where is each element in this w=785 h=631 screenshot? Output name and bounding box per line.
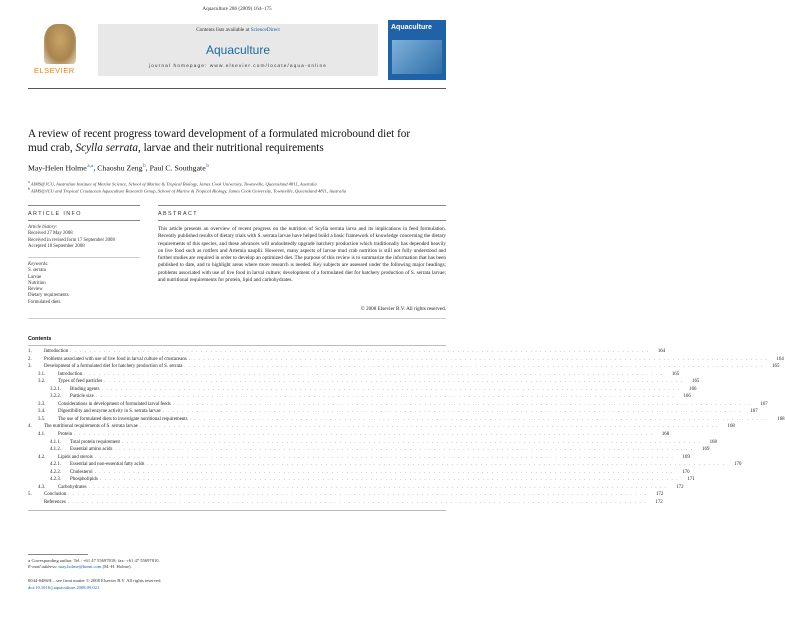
affiliation [28,180,448,187]
toc-page-number: 171 [687,477,695,483]
toc-leader-dots: . . . . . . . . . . . . . . . . . . . . . . . . . . . . . . . . . . . . . . . . . . . . . . . . . . . . . . . . . . . . . . . . . . . . . . . . . . . . . . . . . . . . . . . . . . . . . . . . . . . . . . . . . . . . . . . . . . . . . . . . [101,386,681,392]
history-label: Article history: [28,225,58,230]
toc-number: 3.5. [38,416,46,422]
keyword-item: Review [28,287,43,293]
toc-title[interactable]: Phospholipids [70,477,98,483]
affiliation-text: AIMS@JCU and Tropical Crustacean Aquaculture Research Group, School of Marine & Tropical Biology, James Cook University, Townsville, Queensland 4811, Australia [30,188,347,194]
article-info-rule [28,205,140,206]
toc-title[interactable]: Particle size [70,394,94,400]
abstract-heading: ABSTRACT [158,211,198,217]
journal-name: Aquaculture [205,43,271,57]
toc-entry[interactable] [28,461,742,469]
author-list: May-Helen Holme $^{a,⁎}$, Chaoshu Zeng $^b$, Paul C. Southgate $^b$ [28,163,209,173]
toc-page-number: 166 [683,394,691,400]
abstract-bottom-rule [28,318,446,319]
toc-title[interactable]: Introduction [58,371,83,377]
keywords [28,262,140,306]
toc-entry[interactable] [28,363,780,371]
toc-page-number: 167 [750,409,758,415]
author-name[interactable]: May-Helen Holme [28,163,87,173]
toc-entry[interactable] [28,393,691,401]
article-title [28,128,448,155]
issn-line: 0044-8486/$ – see front matter © 2008 Elsevier B.V. All rights reserved. [28,578,162,583]
toc-entry[interactable] [28,348,666,356]
toc-number: 4.1. [38,432,46,438]
toc-number: 4.2.2. [50,469,62,475]
keywords-label: Keywords: [28,262,49,267]
toc-title[interactable]: Conclusion [44,492,67,498]
toc-page-number: 167 [760,401,768,407]
toc-entry[interactable] [28,423,735,431]
toc-title[interactable]: Protein [58,432,73,438]
author-sup[interactable]: b [206,164,209,169]
toc-leader-dots: . . . . . . . . . . . . . . . . . . . . . . . . . . . . . . . . . . . . . . . . . . . . . . . . . . . . . . . . . . . . . . . . . . . . . . . . . . . . . . . . . . . . . . . . . . . . . . . . . . . . . . . . . . . . . . . . . . . . . . . . [162,409,742,415]
elsevier-tree-icon [44,24,76,64]
toc-title[interactable]: Considerations in development of formulated larval feeds [58,401,171,407]
journal-masthead [98,24,378,76]
publisher-wordmark: ELSEVIER [34,66,75,75]
toc-page-number: 165 [692,379,700,385]
elsevier-logo[interactable] [28,20,92,80]
toc-page-number: 164 [657,349,666,354]
abstract-copyright: © 2008 Elsevier B.V. All rights reserved. [360,306,446,312]
affiliation-sup: a [28,180,30,184]
doi-line [28,585,446,591]
title-part2-pre: mud crab, [28,141,76,154]
toc-page-number: 168 [777,416,785,422]
cover-title: Aquaculture [391,24,432,31]
toc-number: 3.1. [38,371,46,377]
toc-title[interactable]: Digestibility and enzyme activity in S. serrata larvae [58,409,161,415]
toc-leader-dots: . . . . . . . . . . . . . . . . . . . . . . . . . . . . . . . . . . . . . . . . . . . . . . . . . . . . . . . . . . . . . . . . . . . . . . . . . . . . . . . . . . . . . . . . . . . . . . . . . . . . . . . . . . . . . . . . . . . . . . . . [68,492,648,498]
toc-leader-dots: . . . . . . . . . . . . . . . . . . . . . . . . . . . . . . . . . . . . . . . . . . . . . . . . . . . . . . . . . . . . . . . . . . . . . . . . . . . . . . . . . . . . . . . . . . . . . . . . . . . . . . . . . . . . . . . . . . . . . . . . [172,401,752,407]
toc-leader-dots: . . . . . . . . . . . . . . . . . . . . . . . . . . . . . . . . . . . . . . . . . . . . . . . . . . . . . . . . . . . . . . . . . . . . . . . . . . . . . . . . . . . . . . . . . . . . . . . . . . . . . . . . . . . . . . . . . . . . . . . . [121,439,701,445]
corresponding-author-note [28,558,446,570]
email-link[interactable]: may.holme@hnmi.com [58,564,102,570]
toc-page-number: 170 [734,462,742,468]
contents-rule [28,345,446,346]
toc-leader-dots: . . . . . . . . . . . . . . . . . . . . . . . . . . . . . . . . . . . . . . . . . . . . . . . . . . . . . . . . . . . . . . . . . . . . . . . . . . . . . . . . . . . . . . . . . . . . . . . . . . . . . . . . . . . . . . . . . . . . . . . . [139,424,719,430]
toc-title[interactable]: Essential and non-essential fatty acids [70,462,145,468]
toc-number: 4. [28,424,32,430]
toc-page-number: 166 [689,386,697,392]
toc-page-number: 165 [772,364,780,370]
toc-title[interactable]: Problems associated with use of live food in larval culture of crustaceans [44,356,187,362]
email-prefix: E-mail address: [28,564,59,570]
author-name[interactable]: Chaoshu Zeng [97,163,143,173]
toc-page-number: 170 [682,469,690,475]
toc-number: 1. [28,349,32,354]
keyword-item: S. serrata [28,268,46,274]
toc-entry[interactable] [28,491,664,499]
toc-page-number: 169 [682,454,690,460]
email-line [28,564,446,570]
history-item: Received 27 May 2008 [28,231,73,237]
toc-entry[interactable] [28,476,695,484]
toc-entry[interactable] [28,469,690,477]
toc-page-number: 164 [776,356,784,362]
toc-entry[interactable] [28,416,785,424]
toc-entry[interactable] [28,431,670,439]
table-of-contents [28,348,785,506]
toc-leader-dots: . . . . . . . . . . . . . . . . . . . . . . . . . . . . . . . . . . . . . . . . . . . . . . . . . . . . . . . . . . . . . . . . . . . . . . . . . . . . . . . . . . . . . . . . . . . . . . . . . . . . . . . . . . . . . . . . . . . . . . . . [84,371,664,377]
toc-number: 3.2.2. [50,394,62,400]
keyword-item: Dietary requirements [28,293,69,299]
toc-title[interactable]: Development of a formulated diet for hatchery production of S. serrata [44,364,183,370]
toc-number: 4.2. [38,454,46,460]
toc-page-number: 172 [655,492,664,498]
journal-cover-thumbnail[interactable] [388,20,446,80]
info-divider [28,257,140,258]
history-item: Received in revised form 17 September 2008 [28,237,115,243]
toc-title[interactable]: Introduction [44,349,69,354]
toc-number: 3.2. [38,379,46,385]
toc-page-number: 172 [655,499,663,505]
toc-page-number: 168 [727,424,735,430]
toc-leader-dots: . . . . . . . . . . . . . . . . . . . . . . . . . . . . . . . . . . . . . . . . . . . . . . . . . . . . . . . . . . . . . . . . . . . . . . . . . . . . . . . . . . . . . . . . . . . . . . . . . . . . . . . . . . . . . . . . . . . . . . . . [146,462,726,468]
title-species: Scylla serrata [75,141,138,154]
author-sup[interactable]: a,⁎ [87,164,94,169]
toc-number: 3.4. [38,409,46,415]
toc-entry[interactable] [28,401,768,409]
toc-entry[interactable] [28,499,663,507]
toc-number: 4.2.3. [50,477,62,483]
toc-leader-dots: . . . . . . . . . . . . . . . . . . . . . . . . . . . . . . . . . . . . . . . . . . . . . . . . . . . . . . . . . . . . . . . . . . . . . . . . . . . . . . . . . . . . . . . . . . . . . . . . . . . . . . . . . . . . . . . . . . . . . . . . [95,394,675,400]
contents-prefix: Contents lists available at [196,27,251,33]
contents-heading: Contents [28,336,52,342]
journal-citation: Aquaculture 286 (2009) 164–175 [202,6,272,12]
toc-page-number: 168 [709,439,717,445]
author-name[interactable]: Paul C. Southgate [149,163,206,173]
toc-entry[interactable] [28,356,784,364]
toc-leader-dots: . . . . . . . . . . . . . . . . . . . . . . . . . . . . . . . . . . . . . . . . . . . . . . . . . . . . . . . . . . . . . . . . . . . . . . . . . . . . . . . . . . . . . . . . . . . . . . . . . . . . . . . . . . . . . . . . . . . . . . . . [94,454,674,460]
abstract-rule [158,205,446,206]
toc-leader-dots: . . . . . . . . . . . . . . . . . . . . . . . . . . . . . . . . . . . . . . . . . . . . . . . . . . . . . . . . . . . . . . . . . . . . . . . . . . . . . . . . . . . . . . . . . . . . . . . . . . . . . . . . . . . . . . . . . . . . . . . . [189,416,769,422]
toc-leader-dots: . . . . . . . . . . . . . . . . . . . . . . . . . . . . . . . . . . . . . . . . . . . . . . . . . . . . . . . . . . . . . . . . . . . . . . . . . . . . . . . . . . . . . . . . . . . . . . . . . . . . . . . . . . . . . . . . . . . . . . . . [88,484,668,490]
doi-link[interactable]: doi:10.1016/j.aquaculture.2008.09.021 [28,585,100,590]
toc-entry[interactable] [28,484,684,492]
toc-leader-dots: . . . . . . . . . . . . . . . . . . . . . . . . . . . . . . . . . . . . . . . . . . . . . . . . . . . . . . . . . . . . . . . . . . . . . . . . . . . . . . . . . . . . . . . . . . . . . . . . . . . . . . . . . . . . . . . . . . . . . . . . [184,364,764,370]
affiliation-sup: b [28,187,30,191]
article-info-rule-2 [28,220,140,221]
toc-page-number: 172 [676,484,684,490]
toc-page-number: 168 [661,432,670,438]
toc-number: 4.3. [38,484,46,490]
abstract-rule-2 [158,220,446,221]
toc-number: 3. [28,364,32,370]
toc-page-number: 169 [702,447,710,453]
toc-title[interactable]: Cholesterol [70,469,93,475]
toc-number [28,499,44,507]
sciencedirect-link[interactable]: ScienceDirect [250,27,280,33]
toc-leader-dots: . . . . . . . . . . . . . . . . . . . . . . . . . . . . . . . . . . . . . . . . . . . . . . . . . . . . . . . . . . . . . . . . . . . . . . . . . . . . . . . . . . . . . . . . . . . . . . . . . . . . . . . . . . . . . . . . . . . . . . . . [104,379,684,385]
toc-title[interactable]: Binding agents [70,386,100,392]
toc-entry[interactable] [28,446,710,454]
toc-number: 4.2.1. [50,462,62,468]
journal-header [28,20,446,80]
cover-image [392,40,442,74]
toc-number: 4.1.1. [50,439,62,445]
keyword-item: Larvae [28,274,42,280]
toc-number: 2. [28,356,32,362]
footnote-rule [28,554,88,555]
toc-leader-dots: . . . . . . . . . . . . . . . . . . . . . . . . . . . . . . . . . . . . . . . . . . . . . . . . . . . . . . . . . . . . . . . . . . . . . . . . . . . . . . . . . . . . . . . . . . . . . . . . . . . . . . . . . . . . . . . . . . . . . . . . [70,349,650,354]
toc-title[interactable]: The nutritional requirements of S. serrata larvae [44,424,138,430]
article-info-heading: ARTICLE INFO [28,211,82,217]
toc-title[interactable]: Essential amino acids [70,447,113,453]
affiliation [28,187,448,194]
contents-bottom-rule [28,510,446,511]
contents-available-line [98,27,378,33]
toc-entry[interactable] [28,408,758,416]
toc-entry[interactable] [28,386,697,394]
toc-title[interactable]: Lipids and sterols [58,454,93,460]
toc-number: 3.3. [38,401,46,407]
history-item: Accepted 18 September 2008 [28,243,85,249]
corresponding-line: ⁎ Corresponding author. Tel.: +61 47 55697818; fax: +61 47 55697810. [28,558,160,563]
keyword-item: Formulated diets [28,299,61,305]
toc-leader-dots: . . . . . . . . . . . . . . . . . . . . . . . . . . . . . . . . . . . . . . . . . . . . . . . . . . . . . . . . . . . . . . . . . . . . . . . . . . . . . . . . . . . . . . . . . . . . . . . . . . . . . . . . . . . . . . . . . . . . . . . . [188,356,768,362]
toc-number: 3.2.1. [50,386,62,392]
header-divider [28,88,446,89]
toc-page-number: 165 [671,371,680,377]
title-part1: A review of recent progress toward development of a formulated microbound diet for [28,128,411,140]
author-sup[interactable]: b [143,164,146,169]
toc-leader-dots: . . . . . . . . . . . . . . . . . . . . . . . . . . . . . . . . . . . . . . . . . . . . . . . . . . . . . . . . . . . . . . . . . . . . . . . . . . . . . . . . . . . . . . . . . . . . . . . . . . . . . . . . . . . . . . . . . . . . . . . . [99,477,679,483]
affiliation-text: AIMS@JCU, Australian Institute of Marine Science, School of Marine & Tropical Biology, James Cook University, Townsville, Queensland 4811, Australia [30,181,317,187]
title-part2-post: , larvae and their nutritional requirements [138,141,324,154]
toc-entry[interactable] [28,371,680,379]
abstract-text: This article presents an overview of recent progress on the nutrition of Scylla serrata larva and its implications in feed formulation. Recently published results of dietary trials with S. serrata larvae have helped build a basic framework of knowledge concerning the dietary requirements of this species, and these advances will undoubtedly upgrade hatchery production which traditionally has depended heavily on live food such as rotifers and Artemia nauplii. However, many aspects of larvae mud crab nutrition is still not fully understood and further studies are required in order to develop an optimized diet. The purpose of this review is to summarize the information that has been published to date, and to highlight areas where more research is needed. Key subjects are assessed under the following major headings; problems associated with use of live food in larval culture; development of a formulated diet for hatchery production of S. serrata larvae; and nutritional requirements for protein, lipid and carbohydrates. [158,226,447,283]
toc-leader-dots: . . . . . . . . . . . . . . . . . . . . . . . . . . . . . . . . . . . . . . . . . . . . . . . . . . . . . . . . . . . . . . . . . . . . . . . . . . . . . . . . . . . . . . . . . . . . . . . . . . . . . . . . . . . . . . . . . . . . . . . . [114,447,694,453]
toc-entry[interactable] [28,439,717,447]
toc-title[interactable]: Types of feed particles [58,379,103,385]
journal-homepage[interactable]: journal homepage: www.elsevier.com/locate/aqua-online [148,64,328,69]
toc-title[interactable]: The use of formulated diets to investigate nutritional requirements [58,416,188,422]
toc-leader-dots: . . . . . . . . . . . . . . . . . . . . . . . . . . . . . . . . . . . . . . . . . . . . . . . . . . . . . . . . . . . . . . . . . . . . . . . . . . . . . . . . . . . . . . . . . . . . . . . . . . . . . . . . . . . . . . . . . . . . . . . . [67,499,647,505]
toc-title[interactable]: Carbohydrates [58,484,87,490]
toc-leader-dots: . . . . . . . . . . . . . . . . . . . . . . . . . . . . . . . . . . . . . . . . . . . . . . . . . . . . . . . . . . . . . . . . . . . . . . . . . . . . . . . . . . . . . . . . . . . . . . . . . . . . . . . . . . . . . . . . . . . . . . . . [94,469,674,475]
article-history [28,225,140,250]
toc-entry[interactable] [28,378,700,386]
toc-number: 5. [28,492,32,498]
toc-title[interactable]: References [44,499,66,505]
toc-leader-dots: . . . . . . . . . . . . . . . . . . . . . . . . . . . . . . . . . . . . . . . . . . . . . . . . . . . . . . . . . . . . . . . . . . . . . . . . . . . . . . . . . . . . . . . . . . . . . . . . . . . . . . . . . . . . . . . . . . . . . . . . [74,432,654,438]
email-suffix: (M.-H. Holme). [101,564,132,570]
toc-title[interactable]: Total protein requirement [70,439,120,445]
toc-number: 4.1.2. [50,447,62,453]
toc-entry[interactable] [28,454,690,462]
keyword-item: Nutrition [28,280,46,286]
